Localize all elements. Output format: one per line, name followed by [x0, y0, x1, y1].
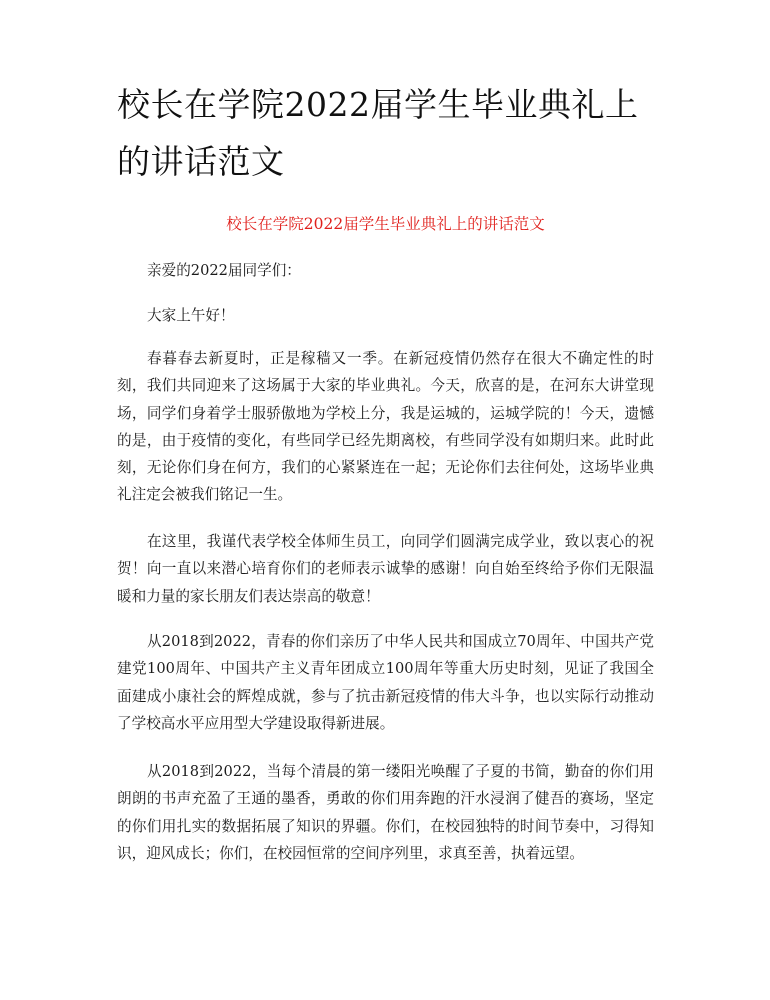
body-paragraph-3: 从2018到2022，青春的你们亲历了中华人民共和国成立70周年、中国共产党建党100周年、中国共产主义青年团成立100周年等重大历史时刻，见证了我国全面建成小康社会的辉煌成就，参与了抗击新冠疫情的伟大斗争，也以实际行动推动了学校高水平应用型大学建设取得新进展。	[117, 633, 654, 732]
body-paragraph-1: 春暮春去新夏时，正是稼穑又一季。在新冠疫情仍然存在很大不确定性的时刻，我们共同迎来了这场属于大家的毕业典礼。今天，欣喜的是，在河东大讲堂现场，同学们身着学士服骄傲地为学校上分，我是运城的，运城学院的！今天，遗憾的是，由于疫情的变化，有些同学已经先期离校，有些同学没有如期归来。此时此刻，无论你们身在何方，我们的心紧紧连在一起；无论你们去往何处，这场毕业典礼注定会被我们铭记一生。	[117, 350, 654, 504]
document-subtitle: 校长在学院2022届学生毕业典礼上的讲话范文	[226, 215, 545, 233]
body-paragraph-2: 在这里，我谨代表学校全体师生员工，向同学们圆满完成学业，致以衷心的祝贺！向一直以来潜心培育你们的老师表示诚挚的感谢！向自始至终给予你们无限温暖和力量的家长朋友们表达崇高的敬意！	[117, 533, 654, 605]
greeting-paragraph: 亲爱的2022届同学们：	[147, 262, 301, 279]
body-paragraph-4: 从2018到2022，当每个清晨的第一缕阳光唤醒了子夏的书简，勤奋的你们用朗朗的书声充盈了王通的墨香，勇敢的你们用奔跑的汗水浸润了健吾的赛场，坚定的你们用扎实的数据拓展了知识的界疆。你们，在校园独特的时间节奏中，习得知识，迎风成长；你们，在校园恒常的空间序列里，求真至善，执着远望。	[117, 763, 654, 862]
document-title: 校长在学院2022届学生毕业典礼上的讲话范文	[117, 85, 639, 181]
salutation-paragraph: 大家上午好！	[147, 307, 235, 324]
